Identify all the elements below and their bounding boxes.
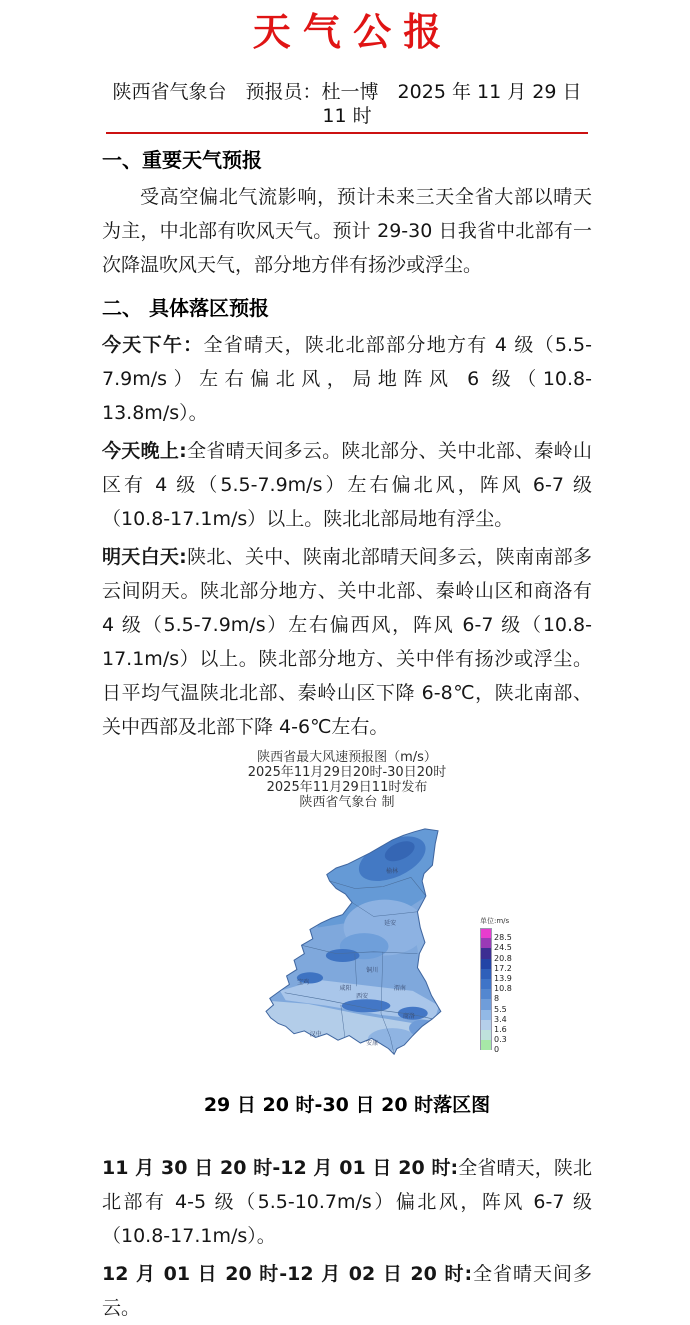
- paragraph-text: 陕北、关中、陕南北部晴天间多云，陕南南部多云间阴天。陕北部分地方、关中北部、秦岭山区和商洛有 4 级（5.5-7.9m/s）左右偏西风，阵风 6-7 级（10.8-17.1m/s）以上。陕北部分地方、关中伴有扬沙或浮尘。日平均气温陕北北部、秦岭山区下降 6-8℃，陕北南部、关中西部及北部下降 4-6℃左右。: [102, 546, 592, 738]
- paragraph-text: 全省晴天间多云。陕北部分、关中北部、秦岭山区有 4 级（5.5-7.9m/s）左右偏北风，阵风 6-7 级（10.8-17.1m/s）以上。陕北北部局地有浮尘。: [102, 440, 592, 530]
- page-title: 天气公报: [252, 10, 454, 54]
- legend-value-label: 0: [494, 1045, 500, 1055]
- issuer-line: 陕西省气象台 预报员：杜一博 2025 年 11 月 29 日 11 时: [112, 81, 582, 127]
- legend-cell: [480, 989, 526, 1004]
- paragraph-lead: 11 月 30 日 20 时-12 月 01 日 20 时:: [102, 1157, 459, 1179]
- legend-value-label: 8: [494, 994, 500, 1004]
- map-title-line1: 陕西省最大风速预报图（m/s）: [257, 750, 437, 765]
- map-city-label: 渭南: [393, 984, 406, 992]
- legend-color-swatch: [480, 1020, 492, 1030]
- legend-cell: [480, 979, 526, 994]
- legend-color-swatch: [480, 938, 492, 948]
- legend-color-swatch: [480, 959, 492, 969]
- wind-forecast-map-block: [102, 750, 592, 1117]
- paragraph-lead: 12 月 01 日 20 时-12 月 02 日 20 时:: [102, 1263, 473, 1285]
- legend-color-swatch: [480, 999, 492, 1009]
- legend-cell: [480, 1040, 526, 1055]
- legend-value-label: 17.2: [494, 963, 512, 973]
- paragraph-text: 全省晴天间多云。: [102, 1263, 592, 1319]
- map-city-label: 延安: [384, 919, 397, 927]
- legend-value-label: 3.4: [494, 1014, 507, 1024]
- map-city-label: 咸阳: [339, 984, 352, 992]
- section1-paragraph: 受高空偏北气流影响，预计未来三天全省大部以晴天为主，中北部有吹风天气。预计 29-30 日我省中北部有一次降温吹风天气，部分地方伴有扬沙或浮尘。: [102, 186, 592, 276]
- map-title-line4: 陕西省气象台 制: [299, 795, 395, 810]
- legend-cell: [480, 938, 526, 953]
- legend-unit-label: 单位:m/s: [480, 917, 510, 925]
- legend-value-label: 24.5: [494, 943, 512, 953]
- legend-cells: [480, 928, 526, 1055]
- legend-cell: [480, 999, 526, 1014]
- forecast-this-afternoon: [102, 328, 592, 430]
- legend-color-swatch: [480, 979, 492, 989]
- legend-value-label: 1.6: [494, 1024, 507, 1034]
- map-city-label: 汉中: [309, 1030, 322, 1038]
- legend-value-label: 20.8: [494, 953, 512, 963]
- legend-value-label: 5.5: [494, 1004, 507, 1014]
- legend-color-swatch: [480, 989, 492, 999]
- section3: [102, 1151, 592, 1325]
- subtitle-underline: [106, 80, 588, 134]
- paragraph-text: 全省晴天，陕北北部部分地方有 4 级（5.5-7.9m/s）左右偏北风，局地阵风 6 级（10.8-13.8m/s）。: [102, 334, 592, 424]
- legend-cell: [480, 928, 526, 943]
- map-city-label: 铜川: [366, 966, 379, 974]
- paragraph-lead: 今天下午：: [102, 334, 204, 356]
- bulletin-page: [0, 6, 690, 1325]
- legend-color-swatch: [480, 1010, 492, 1020]
- legend-cell: [480, 1030, 526, 1045]
- legend-cell: [480, 948, 526, 963]
- legend-value-label: 0.3: [494, 1035, 507, 1045]
- forecast-tonight: [102, 434, 592, 536]
- legend-cell: [480, 1020, 526, 1034]
- forecast-nov30-dec01: [102, 1151, 592, 1253]
- map-city-label: 安康: [366, 1040, 379, 1048]
- map-city-label: 西安: [356, 992, 369, 1000]
- legend-color-swatch: [480, 1040, 492, 1050]
- forecast-tomorrow: [102, 540, 592, 744]
- map-legend: [480, 917, 526, 1055]
- map-city-label: 榆林: [385, 867, 399, 875]
- map-caption: 29 日 20 时-30 日 20 时落区图: [203, 1094, 491, 1116]
- paragraph-lead: 明天白天:: [102, 546, 187, 568]
- paragraph-text: 全省晴天，陕北北部有 4-5 级（5.5-10.7m/s）偏北风，阵风 6-7 级（10.8-17.1m/s）。: [102, 1157, 592, 1247]
- legend-value-label: 13.9: [494, 973, 512, 983]
- legend-color-swatch: [480, 948, 492, 958]
- legend-cell: [480, 1010, 526, 1024]
- legend-cell: [480, 959, 526, 973]
- shaanxi-wind-map: [167, 814, 527, 1084]
- map-city-label: 商洛: [402, 1013, 415, 1021]
- section2-heading: 二、 具体落区预报: [102, 296, 269, 320]
- map-title-line3: 2025年11月29日11时发布: [266, 780, 428, 795]
- legend-color-swatch: [480, 969, 492, 979]
- legend-color-swatch: [480, 1030, 492, 1040]
- legend-value-label: 10.8: [494, 984, 512, 994]
- map-title-line2: 2025年11月29日20时-30日20时: [247, 765, 447, 780]
- legend-value-label: 28.5: [494, 933, 512, 943]
- forecast-dec01-dec02: [102, 1257, 592, 1325]
- province-map-graphic: [252, 814, 467, 1084]
- map-city-label: 宝鸡: [297, 979, 310, 987]
- paragraph-lead: 今天晚上:: [102, 440, 187, 462]
- section1-heading: 一、重要天气预报: [102, 148, 262, 172]
- legend-cell: [480, 969, 526, 983]
